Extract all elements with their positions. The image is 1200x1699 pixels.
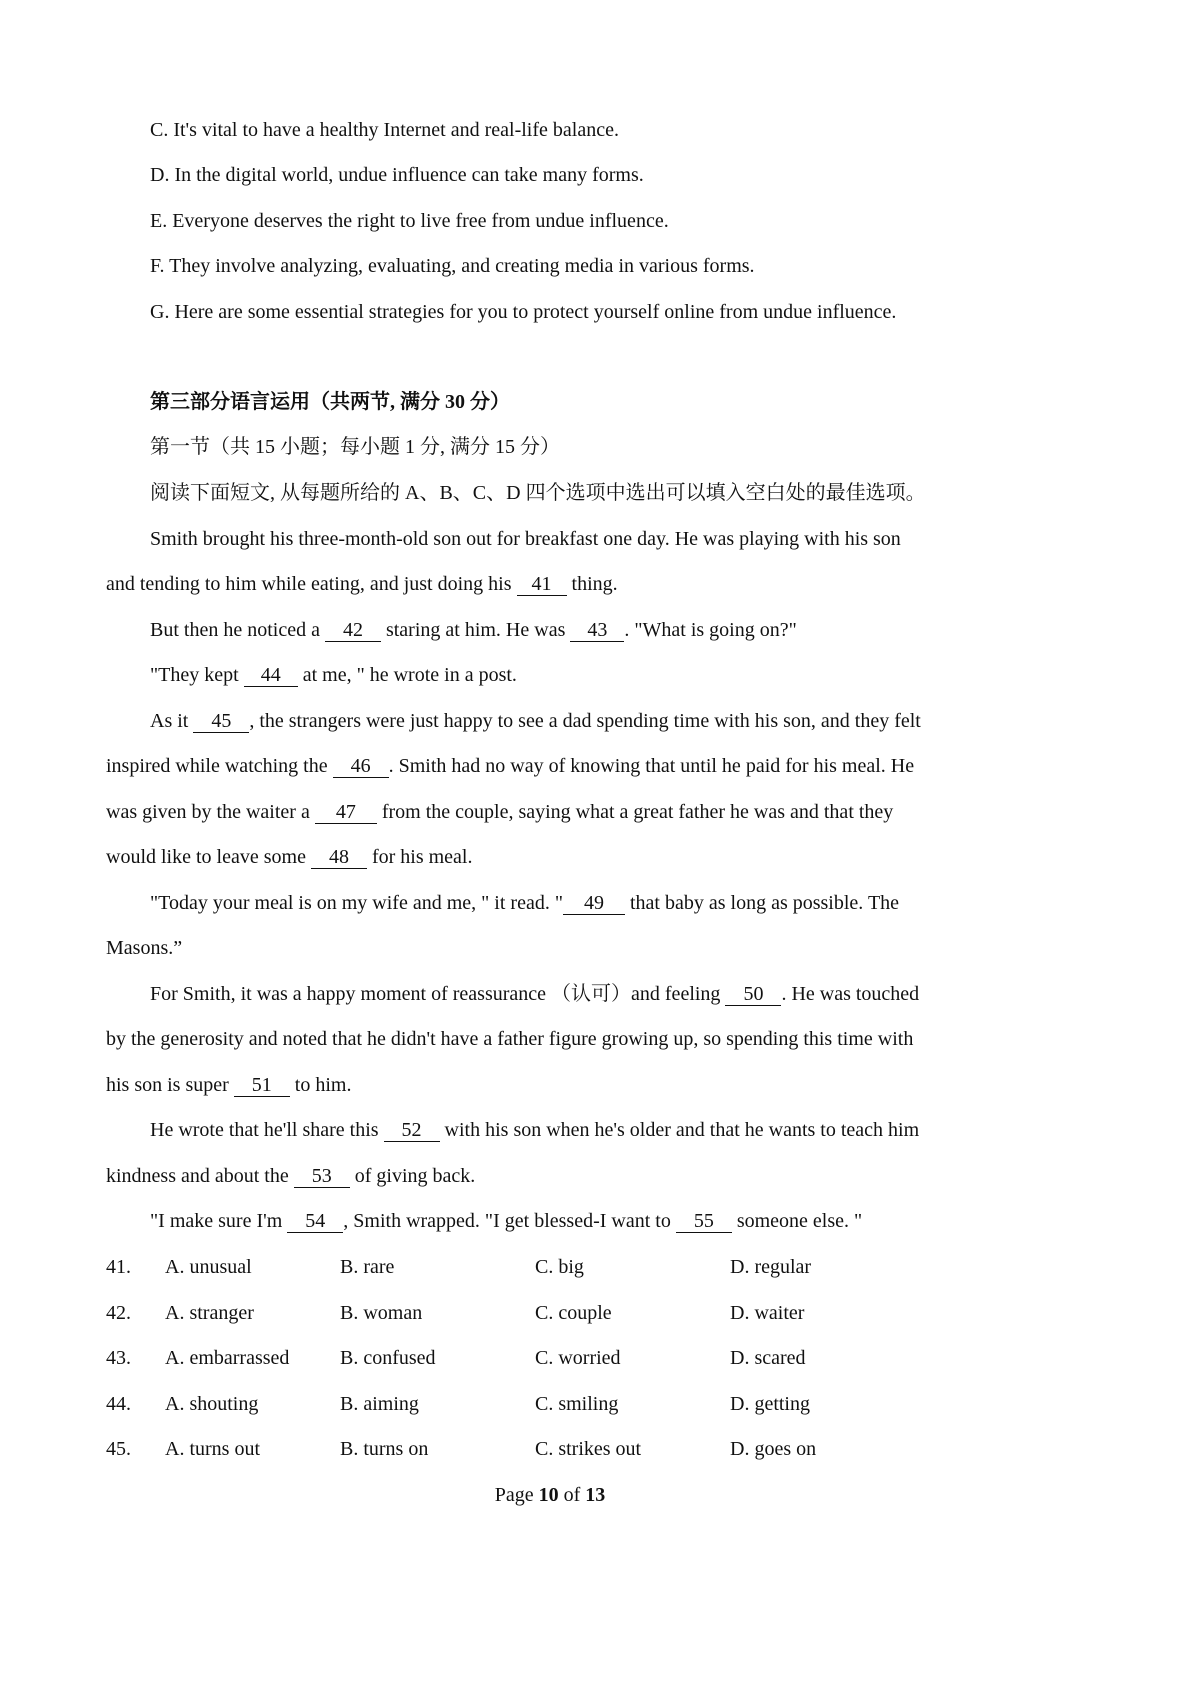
blank-51: 51 (234, 1074, 290, 1097)
passage-line: by the generosity and noted that he didn't have a father figure growing up, so spending this time with (106, 1028, 914, 1050)
blank-43: 43 (570, 619, 624, 642)
blank-53: 53 (294, 1165, 350, 1188)
option-c: C. worried (535, 1347, 621, 1369)
blank-41: 41 (517, 573, 567, 596)
option-line-f: F. They involve analyzing, evaluating, and creating media in various forms. (150, 255, 755, 277)
option-b: B. confused (340, 1347, 436, 1369)
blank-54: 54 (287, 1210, 343, 1233)
option-line-g: G. Here are some essential strategies for you to protect yourself online from undue influence. (150, 301, 897, 323)
blank-48: 48 (311, 846, 367, 869)
option-a: A. turns out (165, 1438, 260, 1460)
passage-line: "They kept 44 at me, " he wrote in a post. (150, 664, 517, 686)
passage-line: He wrote that he'll share this 52 with his son when he's older and that he wants to teach him (150, 1119, 920, 1141)
passage-line: Smith brought his three-month-old son out for breakfast one day. He was playing with his son (150, 528, 901, 550)
passage-line: inspired while watching the 46 . Smith had no way of knowing that until he paid for his meal. He (106, 755, 915, 777)
option-d: D. getting (730, 1393, 810, 1415)
page-footer: Page 10 of 13 (494, 1484, 606, 1506)
blank-50: 50 (725, 983, 781, 1006)
option-d: D. scared (730, 1347, 806, 1369)
option-line-c: C. It's vital to have a healthy Internet and real-life balance. (150, 119, 619, 141)
passage-line: was given by the waiter a 47 from the couple, saying what a great father he was and that they (106, 801, 894, 823)
option-c: C. couple (535, 1302, 612, 1324)
blank-47: 47 (315, 801, 377, 824)
passage-line: For Smith, it was a happy moment of reassurance （认可）and feeling 50 . He was touched (150, 983, 920, 1005)
blank-55: 55 (676, 1210, 732, 1233)
section-title: 第三部分语言运用（共两节, 满分 30 分） (150, 391, 510, 413)
option-d: D. goes on (730, 1438, 817, 1460)
question-number: 41. (106, 1256, 131, 1278)
passage-line: and tending to him while eating, and just doing his 41 thing. (106, 573, 618, 595)
passage-line: his son is super 51 to him. (106, 1074, 352, 1096)
passage-line: "Today your meal is on my wife and me, " it read. " 49 that baby as long as possible. The (150, 892, 900, 914)
option-line-d: D. In the digital world, undue influence can take many forms. (150, 164, 644, 186)
option-b: B. woman (340, 1302, 423, 1324)
option-c: C. big (535, 1256, 584, 1278)
passage-line: Masons.” (106, 937, 183, 959)
option-a: A. shouting (165, 1393, 259, 1415)
page-total: 13 (585, 1484, 606, 1506)
passage-line: would like to leave some 48 for his meal. (106, 846, 473, 868)
question-number: 44. (106, 1393, 131, 1415)
option-a: A. unusual (165, 1256, 252, 1278)
section-subtitle: 第一节（共 15 小题；每小题 1 分, 满分 15 分） (150, 436, 560, 458)
page-number: 10 (538, 1484, 559, 1506)
question-number: 43. (106, 1347, 131, 1369)
blank-44: 44 (244, 664, 298, 687)
option-a: A. embarrassed (165, 1347, 290, 1369)
option-d: D. regular (730, 1256, 812, 1278)
option-b: B. aiming (340, 1393, 419, 1415)
blank-46: 46 (333, 755, 389, 778)
question-number: 42. (106, 1302, 131, 1324)
passage-line: But then he noticed a 42 staring at him. He was 43 . "What is going on?" (150, 619, 797, 641)
option-a: A. stranger (165, 1302, 254, 1324)
blank-42: 42 (325, 619, 381, 642)
blank-52: 52 (384, 1119, 440, 1142)
option-c: C. strikes out (535, 1438, 642, 1460)
option-b: B. rare (340, 1256, 395, 1278)
passage-line: kindness and about the 53 of giving back. (106, 1165, 476, 1187)
option-c: C. smiling (535, 1393, 619, 1415)
option-d: D. waiter (730, 1302, 805, 1324)
passage-line: As it 45 , the strangers were just happy to see a dad spending time with his son, and they felt (150, 710, 921, 732)
blank-45: 45 (193, 710, 249, 733)
blank-49: 49 (563, 892, 625, 915)
section-instruction: 阅读下面短文, 从每题所给的 A、B、C、D 四个选项中选出可以填入空白处的最佳选项。 (150, 482, 926, 504)
question-number: 45. (106, 1438, 131, 1460)
passage-line: "I make sure I'm 54 , Smith wrapped. "I get blessed-I want to 55 someone else. " (150, 1210, 863, 1232)
option-line-e: E. Everyone deserves the right to live free from undue influence. (150, 210, 669, 232)
option-b: B. turns on (340, 1438, 429, 1460)
